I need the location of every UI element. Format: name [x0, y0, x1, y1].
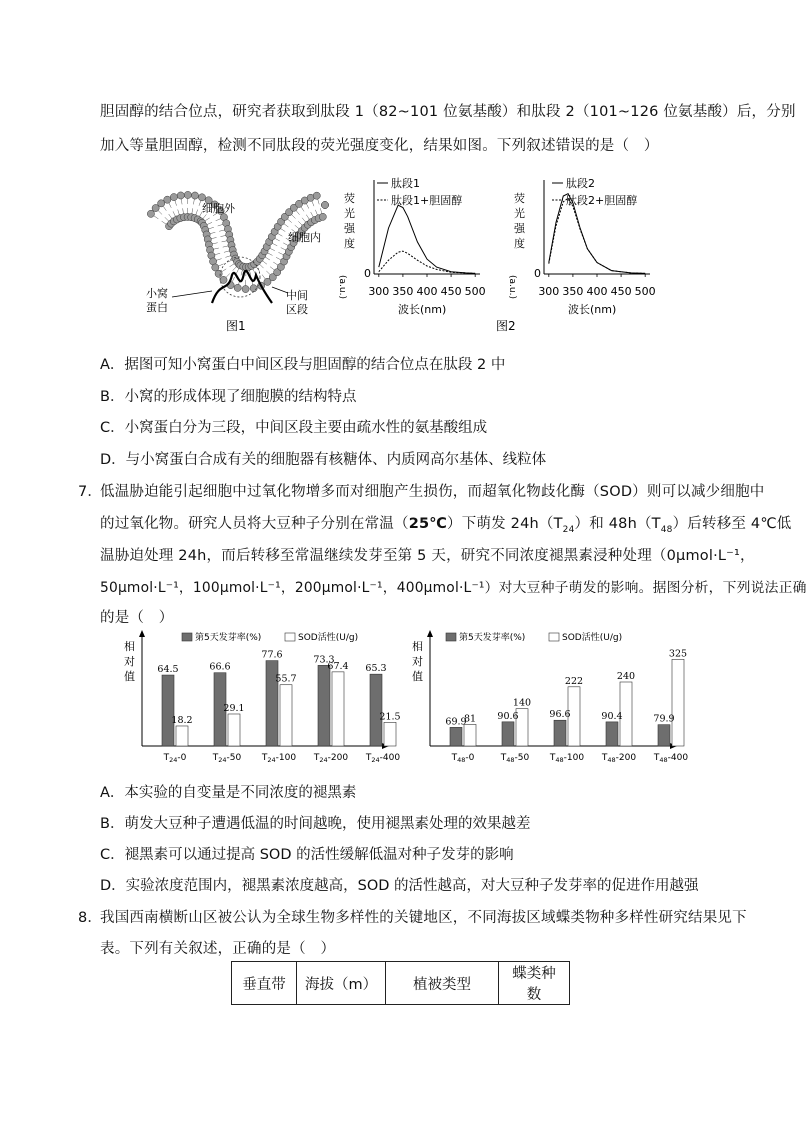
figure-2-fluorescence: [330, 170, 660, 335]
q7-line-1: 低温胁迫能引起细胞中过氧化物增多而对细胞产生损伤，而超氧化物歧化酶（SOD）则可以减少细胞中: [100, 484, 765, 500]
label-middle-1: 中间: [286, 289, 308, 302]
q7-line-2: 的过氧化物。研究人员将大豆种子分别在常温（25℃）下萌发 $24h(T_{24})$和 $48h(T_{48})$后转移至 4℃低: [100, 516, 792, 535]
q6-option-b: B．小窝的形成体现了细胞膜的结构特点: [100, 389, 357, 405]
th-vegetation: 植被类型: [386, 962, 499, 1005]
figure-1-membrane-diagram: [140, 175, 350, 340]
legend-sod: SOD活性(U/g): [562, 633, 623, 643]
q8-line-2: 表。下列有关叙述，正确的是（ ）: [100, 941, 336, 957]
label-middle-2: 区段: [286, 303, 308, 316]
q7-option-c: C．褪黑素可以通过提高 SOD 的活性缓解低温对种子发芽的影响: [100, 847, 514, 863]
q7-number: 7．: [78, 484, 103, 500]
bar-chart-panel: [412, 630, 688, 764]
label-caveolin-2: 蛋白: [146, 301, 168, 314]
fig2-left-yzero: 0: [364, 267, 371, 280]
bar-rate-label: 77.6: [261, 649, 283, 661]
fig2-right-yzero: 0: [534, 267, 541, 280]
bar-sod-label: 21.5: [379, 711, 401, 723]
bar-category-label: $T_{24}-100$: [261, 753, 297, 764]
table-header-row: [232, 962, 570, 1005]
bar-rate: [450, 727, 462, 746]
q8-number: 8．: [78, 910, 103, 926]
bar-ylabel-char: 值: [412, 670, 423, 683]
bar-sod: [280, 685, 292, 746]
lipid-head: [191, 192, 198, 199]
fig2-ylabel-char: 强: [344, 222, 355, 235]
th-altitude: 海拔（m）: [297, 962, 386, 1005]
intro-line-1: 胆固醇的结合位点，研究者获取到肽段 1（82~101 位氨基酸）和肽段 2（101~126 位氨基酸）后，分别: [100, 104, 796, 120]
fig2-xtick-label: 450: [440, 285, 462, 298]
label-caveolin-1: 小窝: [146, 287, 168, 300]
fig2-right-xlabel: 波长(nm): [568, 303, 617, 316]
q6-option-d: D．与小窝蛋白合成有关的细胞器有核糖体、内质网高尔基体、线粒体: [100, 452, 547, 468]
q7-option-b: B．萌发大豆种子遭遇低温的时间越晚，使用褪黑素处理的效果越差: [100, 816, 531, 832]
bar-sod-label: 240: [616, 671, 636, 682]
fig2-ylabel-char: 度: [514, 237, 525, 250]
fig2-xtick-label: 400: [586, 285, 608, 298]
fig2-line-peptide1: [379, 205, 475, 273]
bar-rate: [318, 665, 330, 746]
legend-swatch-sod: [549, 633, 559, 641]
bar-ylabel-char: 对: [412, 655, 423, 668]
fig2-xtick-label: 500: [634, 285, 656, 298]
bar-category-label: $T_{24}-200$: [313, 753, 349, 764]
bar-ylabel-char: 对: [124, 655, 135, 668]
bar-sod-label: 325: [668, 648, 688, 660]
fig2-left-xlabel: 波长(nm): [398, 303, 447, 316]
legend-swatch-sod: [285, 633, 295, 641]
bar-rate: [554, 720, 566, 746]
bar-category-label: $T_{24}-50$: [212, 753, 242, 764]
bar-category-label: $T_{48}-0$: [451, 753, 475, 764]
fig2-left-legend-1: 肽段1: [391, 177, 420, 190]
label-outside: 细胞外: [202, 202, 235, 215]
lipid-head: [177, 192, 184, 199]
bar-rate: [606, 722, 618, 746]
bar-sod-label: 18.2: [171, 714, 193, 726]
bar-ylabel-char: 值: [124, 670, 135, 683]
fig2-ylabel-char: 度: [344, 237, 355, 250]
bar-sod-label: 55.7: [275, 673, 297, 685]
q7-line-4: 50μmol·L⁻¹，100μmol·L⁻¹，200μmol·L⁻¹，400μmol·L⁻¹）对大豆种子萌发的影响。据图分析，下列说法正确: [100, 580, 807, 596]
bar-sod: [384, 722, 396, 746]
q6-option-a: A．据图可知小窝蛋白中间区段与胆固醇的结合位点在肽段 2 中: [100, 357, 506, 373]
bar-category-label: $T_{48}-400$: [653, 753, 689, 764]
bar-sod: [176, 726, 188, 746]
bar-category-label: $T_{24}-400$: [365, 753, 401, 764]
intro-line-2: 加入等量胆固醇，检测不同肽段的荧光强度变化，结果如图。下列叙述错误的是（ ）: [100, 138, 659, 154]
bar-sod: [228, 714, 240, 746]
bar-chart-panel: [124, 630, 401, 764]
legend-swatch-rate: [446, 633, 456, 641]
bar-rate-label: 79.9: [653, 713, 675, 725]
bar-category-label: $T_{48}-100$: [549, 753, 585, 764]
bar-rate: [502, 722, 514, 746]
lipid-head: [170, 193, 177, 200]
lipid-head: [319, 213, 326, 220]
bar-rate-label: 73.3: [313, 654, 335, 666]
fig2-ylabel-char: 光: [344, 207, 355, 220]
bar-category-label: $T_{24}-0$: [163, 753, 187, 764]
bar-rate-label: 65.3: [365, 663, 387, 675]
bar-category-label: $T_{48}-50$: [500, 753, 530, 764]
q6-option-c: C．小窝蛋白分为三段，中间区段主要由疏水性的氨基酸组成: [100, 420, 488, 436]
bar-sod-label: 81: [463, 713, 477, 725]
bar-rate-label: 69.9: [445, 716, 467, 728]
th-zone: 垂直带: [232, 962, 297, 1005]
lipid-head: [313, 192, 320, 199]
bar-sod-label: 140: [512, 697, 532, 709]
legend-rate: 第5天发芽率(%): [459, 633, 526, 643]
lipid-head: [198, 194, 205, 201]
bar-sod-label: 222: [564, 675, 584, 687]
lipid-head: [234, 284, 241, 291]
fig2-ylabel-char: 荧: [344, 192, 355, 205]
fig2-xtick-label: 450: [610, 285, 632, 298]
bar-rate: [658, 725, 670, 746]
fig2-xtick-label: 300: [538, 285, 560, 298]
bar-sod: [672, 659, 684, 746]
bar-rate-label: 66.6: [209, 661, 231, 673]
fig2-line-peptide1-chol: [379, 251, 475, 273]
fig2-left-legend-2: 肽段1+胆固醇: [391, 194, 463, 207]
legend-sod: SOD活性(U/g): [298, 633, 359, 643]
fig2-right-legend-1: 肽段2: [566, 177, 595, 190]
bar-rate: [162, 675, 174, 746]
fig2-xtick-label: 500: [464, 285, 486, 298]
bar-category-label: $T_{48}-200$: [601, 753, 637, 764]
fig2-ylabel-char: 光: [514, 207, 525, 220]
lipid-head: [184, 191, 191, 198]
bar-sod-label: 67.4: [327, 660, 349, 672]
bar-sod: [332, 672, 344, 746]
figure-1-caption: 图1: [226, 319, 246, 333]
bar-ylabel-char: 相: [124, 640, 135, 653]
bar-rate-label: 96.6: [549, 709, 571, 721]
bar-rate: [370, 674, 382, 746]
legend-rate: 第5天发芽率(%): [195, 633, 262, 643]
lipid-head: [242, 285, 249, 292]
fig2-xtick-label: 400: [416, 285, 438, 298]
fig2-xtick-label: 350: [392, 285, 414, 298]
fig2-ylabel-char: 强: [514, 222, 525, 235]
lipid-head: [321, 201, 328, 208]
th-species: 蝶类种数: [499, 962, 570, 1005]
fig2-line-peptide2-chol: [549, 198, 645, 273]
bar-ylabel-char: 相: [412, 640, 423, 653]
q7-line-3: 温胁迫处理 24h，而后转移至常温继续发芽至第 5 天，研究不同浓度褪黑素浸种处理（0μmol·L⁻¹，: [100, 548, 755, 564]
lipid-head: [164, 196, 171, 203]
q7-option-a: A．本实验的自变量是不同浓度的褪黑素: [100, 785, 357, 801]
q7-line-5: 的是（ ）: [100, 610, 174, 626]
q7-bar-charts: [120, 628, 689, 773]
label-inside: 细胞内: [288, 231, 321, 244]
figure-2-caption: 图2: [496, 319, 516, 333]
legend-swatch-rate: [182, 633, 192, 641]
lipid-head: [147, 210, 154, 217]
butterfly-table: [231, 961, 570, 1005]
bar-rate-label: 90.4: [601, 710, 623, 722]
fig2-right-yunit: (a.u.): [507, 275, 517, 299]
q8-line-1: 我国西南横断山区被公认为全球生物多样性的关键地区，不同海拔区域蝶类物种多样性研究结果见下: [100, 910, 747, 926]
fig2-left-yunit: (a.u.): [337, 275, 347, 299]
fig2-left-panel: [337, 176, 486, 316]
fig2-xtick-label: 300: [368, 285, 390, 298]
fig2-right-panel: [507, 176, 656, 316]
bar-sod: [464, 724, 476, 746]
bar-rate-label: 90.6: [497, 710, 519, 722]
bar-rate-label: 64.5: [157, 664, 179, 676]
fig2-ylabel-char: 荧: [514, 192, 525, 205]
bar-sod-label: 29.1: [223, 702, 245, 714]
fig2-xtick-label: 350: [562, 285, 584, 298]
fig2-right-legend-2: 肽段2+胆固醇: [566, 194, 638, 207]
q7-option-d: D．实验浓度范围内，褪黑素浓度越高，SOD 的活性越高，对大豆种子发芽率的促进作用越强: [100, 878, 699, 894]
